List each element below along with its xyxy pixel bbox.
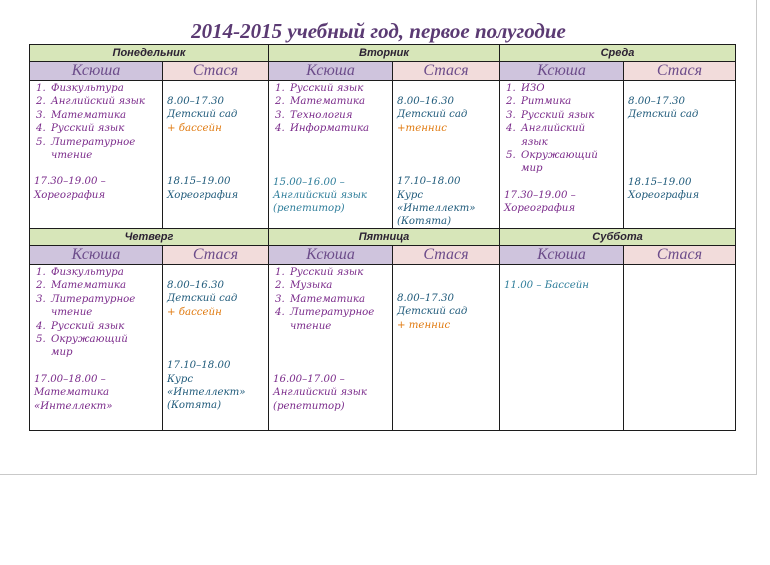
list-item: 4. Русский язык xyxy=(49,122,159,135)
list-item: 2. Математика xyxy=(49,279,159,292)
kindergarten-label: Детский сад xyxy=(167,293,238,305)
list-item: 4. Английский язык xyxy=(519,122,620,149)
activity-note: «Интеллект» xyxy=(34,400,113,412)
activity-time: 17.00–18.00 – xyxy=(34,373,106,385)
activity-name: Курс xyxy=(397,189,424,201)
subject-list xyxy=(273,266,389,333)
cell-friday-ksyusha xyxy=(269,265,392,430)
name-header-ksyusha: Ксюша xyxy=(30,246,163,265)
list-item: 3. Технология xyxy=(288,109,389,122)
list-item: 3. Математика xyxy=(49,109,159,122)
activity-time: 18.15–19.00 xyxy=(167,176,231,188)
day-header-thursday: Четверг xyxy=(30,229,269,246)
schedule-table xyxy=(29,44,736,431)
list-item: 5. Окружающий мир xyxy=(49,333,159,360)
list-item: 4. Русский язык xyxy=(49,320,159,333)
kindergarten-label: Детский сад xyxy=(167,109,238,121)
page-title: 2014-2015 учебный год, первое полугодие xyxy=(191,19,566,43)
list-item: 2. Математика xyxy=(288,95,389,108)
list-item: 1. Физкультура xyxy=(49,82,159,95)
extra-activity-note: +теннис xyxy=(397,122,447,134)
activity-name: Хореография xyxy=(504,203,576,215)
day-header-tuesday: Вторник xyxy=(269,45,500,62)
activity-note: (Котята) xyxy=(167,400,222,412)
activity-note: (репетитор) xyxy=(273,203,345,215)
activity-name: Хореография xyxy=(34,189,106,201)
name-header-ksyusha: Ксюша xyxy=(500,246,624,265)
activity-time: 17.30–19.00 – xyxy=(504,189,576,201)
day-header-friday: Пятница xyxy=(269,229,500,246)
list-item: 1. Русский язык xyxy=(288,82,389,95)
activity-time: 17.30–19.00 – xyxy=(34,176,106,188)
kindergarten-time: 8.00–16.30 xyxy=(167,280,224,291)
list-item: 1. Русский язык xyxy=(288,266,389,279)
kindergarten-label: Детский сад xyxy=(628,109,699,121)
activity-time: 17.10–18.00 xyxy=(397,176,461,188)
kindergarten-time: 8.00–17.30 xyxy=(167,96,224,107)
activity-name: Хореография xyxy=(167,189,239,201)
name-header-stasya: Стася xyxy=(624,246,736,265)
cell-saturday-ksyusha xyxy=(500,265,623,430)
cell-thursday-stasya xyxy=(163,265,268,430)
list-item: 3. Математика xyxy=(288,293,389,306)
list-item: 5. Литературное чтение xyxy=(49,136,159,163)
activity-time: 15.00–16.00 – xyxy=(273,176,345,188)
kindergarten-time: 8.00–17.30 xyxy=(628,96,685,107)
activity-text: 11.00 – Бассейн xyxy=(504,280,590,291)
kindergarten-time: 8.00–17.30 xyxy=(397,293,454,304)
list-item: 5. Окружающий мир xyxy=(519,149,620,176)
name-header-ksyusha: Ксюша xyxy=(500,62,624,81)
name-header-ksyusha: Ксюша xyxy=(269,62,393,81)
day-header-monday: Понедельник xyxy=(30,45,269,62)
cell-monday-stasya xyxy=(163,81,268,228)
cell-wednesday-ksyusha xyxy=(500,81,623,228)
subject-list xyxy=(273,82,389,136)
activity-time: 16.00–17.00 – xyxy=(273,374,345,386)
cell-saturday-stasya xyxy=(624,265,735,430)
activity-name: Английский язык xyxy=(273,387,368,399)
cell-friday-stasya xyxy=(393,265,499,430)
cell-monday-ksyusha xyxy=(30,81,162,228)
list-item: 4. Литературное чтение xyxy=(288,306,389,333)
extra-activity-note: + бассейн xyxy=(167,122,222,134)
list-item: 1. ИЗО xyxy=(519,82,620,95)
extra-activity-note: + теннис xyxy=(397,319,451,331)
activity-note: (репетитор) xyxy=(273,400,345,412)
activity-name: Хореография xyxy=(628,190,700,202)
list-item: 4. Информатика xyxy=(288,122,389,135)
activity-name: Курс xyxy=(167,373,194,385)
list-item: 2. Английский язык xyxy=(49,95,159,108)
list-item: 3. Литературное чтение xyxy=(49,293,159,320)
name-header-stasya: Стася xyxy=(624,62,736,81)
name-header-ksyusha: Ксюша xyxy=(30,62,163,81)
cell-thursday-ksyusha xyxy=(30,265,162,430)
name-header-stasya: Стася xyxy=(393,246,500,265)
kindergarten-label: Детский сад xyxy=(397,109,468,121)
list-item: 3. Русский язык xyxy=(519,109,620,122)
list-item: 1. Физкультура xyxy=(49,266,159,279)
day-header-saturday: Суббота xyxy=(500,229,736,246)
activity-time: 17.10–18.00 xyxy=(167,360,231,372)
kindergarten-time: 8.00–16.30 xyxy=(397,96,454,107)
name-header-stasya: Стася xyxy=(163,62,269,81)
activity-name: «Интеллект» xyxy=(167,387,246,399)
cell-wednesday-stasya xyxy=(624,81,735,228)
subject-list xyxy=(504,82,620,176)
activity-name: «Интеллект» xyxy=(397,203,476,215)
cell-tuesday-stasya xyxy=(393,81,499,228)
name-header-stasya: Стася xyxy=(163,246,269,265)
day-header-wednesday: Среда xyxy=(500,45,736,62)
activity-name: Математика xyxy=(34,387,110,399)
extra-activity-note: + бассейн xyxy=(167,306,222,318)
name-header-ksyusha: Ксюша xyxy=(269,246,393,265)
subject-list xyxy=(34,82,159,162)
subject-list xyxy=(34,266,159,360)
activity-note: (Котята) xyxy=(397,216,452,228)
list-item: 2. Музыка xyxy=(288,279,389,292)
list-item: 2. Ритмика xyxy=(519,95,620,108)
activity-name: Английский язык xyxy=(273,190,368,202)
name-header-stasya: Стася xyxy=(393,62,500,81)
activity-time: 18.15–19.00 xyxy=(628,176,692,188)
cell-tuesday-ksyusha xyxy=(269,81,392,228)
kindergarten-label: Детский сад xyxy=(397,306,468,318)
